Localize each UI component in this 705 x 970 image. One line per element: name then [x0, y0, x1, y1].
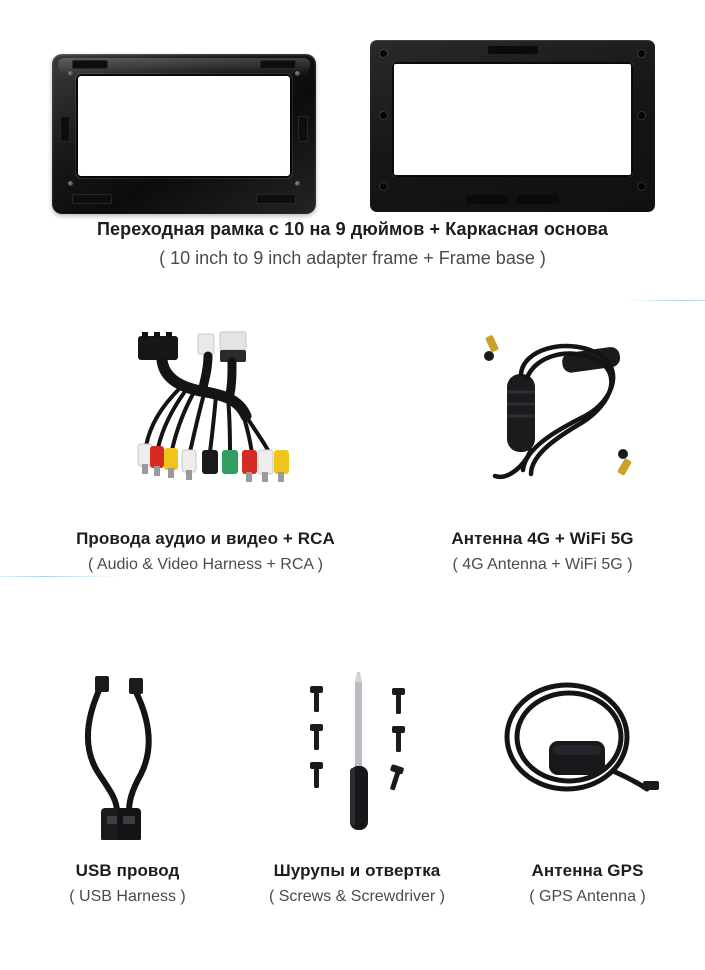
caption-en-usb-harness: ( USB Harness ): [69, 888, 186, 906]
screw-hole-icon: [68, 181, 73, 186]
screwdriver-photo: [300, 668, 430, 843]
usb-harness-photo: [55, 670, 225, 840]
adapter-frame-tab: [60, 116, 70, 142]
frames-photo-row: [0, 20, 705, 200]
mount-hole-icon: [638, 183, 645, 190]
frame-base-notch: [466, 195, 508, 204]
caption-ru-av-harness: Провода аудио и видео + RCA: [76, 529, 335, 548]
caption-en-gps-antenna: ( GPS Antenna ): [529, 888, 646, 906]
divider-line-right: [625, 300, 705, 301]
adapter-frame-tab: [260, 60, 296, 69]
adapter-frame-tab: [72, 194, 112, 204]
frame-base-photo: [370, 40, 655, 212]
audio-video-harness-photo: [120, 330, 350, 515]
adapter-frame-opening: [76, 74, 292, 178]
caption-screws-screwdriver: [232, 860, 482, 908]
screw-hole-icon: [295, 71, 300, 76]
frame-base-notch: [517, 195, 559, 204]
mount-hole-icon: [638, 50, 645, 57]
adapter-frame-photo: [52, 54, 316, 214]
gps-antenna-photo: [495, 675, 665, 820]
mount-hole-icon: [380, 112, 387, 119]
adapter-frame-tab: [256, 194, 296, 204]
frame-base-opening: [392, 62, 633, 177]
mount-hole-icon: [380, 183, 387, 190]
caption-ru-gps-antenna: Антенна GPS: [531, 861, 644, 880]
caption-av-harness: [18, 528, 393, 576]
caption-en-antenna-4g: ( 4G Antenna + WiFi 5G ): [452, 556, 633, 574]
frame-base-notch: [488, 46, 538, 54]
adapter-frame-tab: [72, 60, 108, 69]
antenna-4g-wifi-photo: [465, 330, 680, 515]
caption-adapter-frame: [0, 218, 705, 270]
caption-ru-adapter-frame: Переходная рамка с 10 на 9 дюймов + Каркасная основа: [97, 219, 608, 239]
screw-hole-icon: [295, 181, 300, 186]
adapter-frame-tab: [298, 116, 308, 142]
caption-ru-screws-screwdriver: Шурупы и отвертка: [273, 861, 441, 880]
caption-en-screws-screwdriver: ( Screws & Screwdriver ): [268, 888, 446, 906]
caption-antenna-4g: [395, 528, 690, 576]
screw-hole-icon: [68, 71, 73, 76]
caption-ru-antenna-4g: Антенна 4G + WiFi 5G: [451, 529, 634, 548]
mount-hole-icon: [638, 112, 645, 119]
caption-usb-harness: [20, 860, 235, 908]
caption-ru-usb-harness: USB провод: [75, 861, 180, 880]
caption-en-av-harness: ( Audio & Video Harness + RCA ): [88, 556, 323, 574]
mount-hole-icon: [380, 50, 387, 57]
divider-line-left: [0, 576, 120, 577]
caption-gps-antenna: [480, 860, 695, 908]
caption-en-adapter-frame: ( 10 inch to 9 inch adapter frame + Frame base ): [159, 247, 546, 268]
